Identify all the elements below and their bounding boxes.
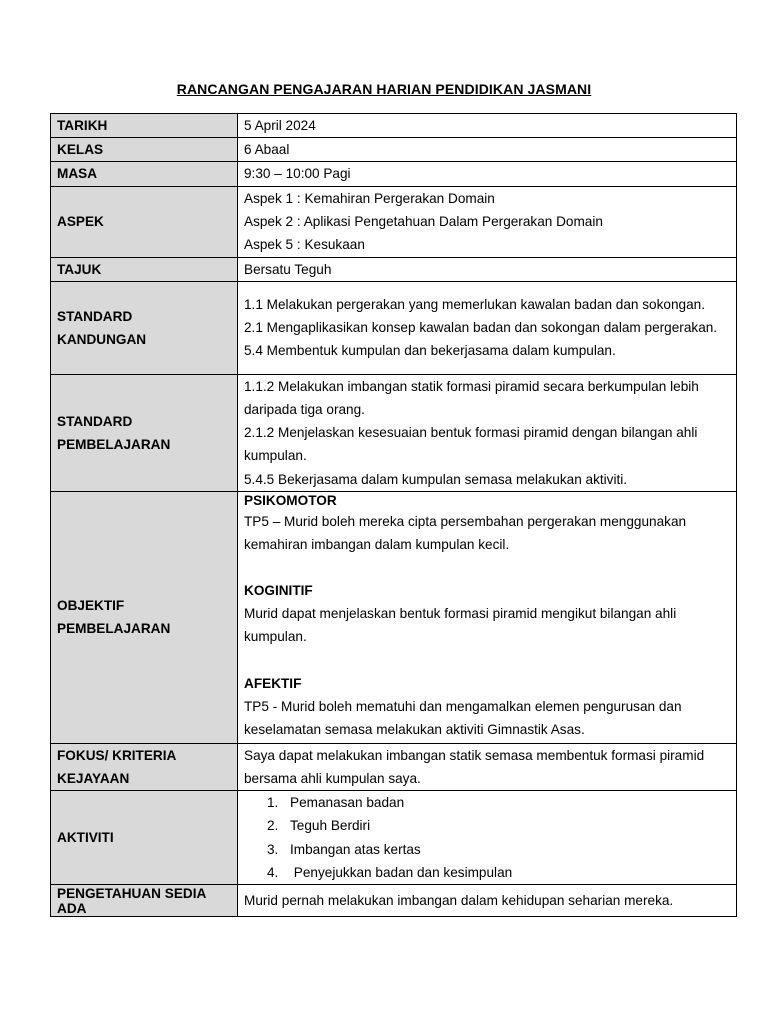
value-aspek [238,186,737,257]
row-standard-kandungan [51,281,737,374]
label-aktiviti: AKTIVITI [51,791,238,885]
aspek-line: Aspek 5 : Kesukaan [244,237,365,253]
document-title: RANCANGAN PENGAJARAN HARIAN PENDIDIKAN JASMANI [176,81,592,97]
value-tarikh: 5 April 2024 [238,114,737,138]
koginitif-heading: KOGINITIF [244,583,313,599]
row-tajuk [51,257,737,281]
label-standard-pembelajaran: STANDARD PEMBELAJARAN [51,374,238,491]
value-fokus: Saya dapat melakukan imbangan statik semasa membentuk formasi piramid bersama ahli kumpulan saya. [238,743,737,790]
aspek-line: Aspek 1 : Kemahiran Pergerakan Domain [244,190,495,206]
row-standard-pembelajaran [51,374,737,491]
row-aktiviti [51,791,737,885]
list-item: 3. Imbangan atas kertas [267,841,421,857]
standard-kandungan-item: 1.1 Melakukan pergerakan yang memerlukan kawalan badan dan sokongan. [244,297,705,312]
aspek-line: Aspek 2 : Aplikasi Pengetahuan Dalam Pergerakan Domain [244,214,603,229]
label-masa: MASA [51,162,238,186]
label-fokus: FOKUS/ KRITERIA KEJAYAAN [51,743,238,790]
value-standard-pembelajaran [238,374,737,491]
row-pengetahuan [51,885,737,917]
row-kelas [51,138,737,162]
standard-pembelajaran-item: 1.1.2 Melakukan imbangan statik formasi piramid secara berkumpulan lebih daripada tiga orang. [244,378,699,418]
row-tarikh [51,114,737,138]
afektif-heading: AFEKTIF [244,675,302,691]
label-tarikh: TARIKH [51,114,238,138]
label-pengetahuan: PENGETAHUAN SEDIA ADA [51,885,238,917]
list-item: 4. Penyejukkan badan dan kesimpulan [267,864,513,880]
row-objektif [51,491,737,743]
value-pengetahuan: Murid pernah melakukan imbangan dalam kehidupan seharian mereka. [238,885,737,917]
label-objektif: OBJEKTIF PEMBELAJARAN [51,491,238,743]
activity-list [244,791,732,884]
list-item: 2. Teguh Berdiri [267,818,371,834]
standard-pembelajaran-item: 2.1.2 Menjelaskan kesesuaian bentuk formasi piramid dengan bilangan ahli kumpulan. [244,425,698,464]
label-tajuk: TAJUK [51,257,238,281]
psikomotor-text: TP5 – Murid boleh mereka cipta persembahan pergerakan menggunakan kemahiran imbangan dalam kumpulan kecil. [244,513,687,553]
lesson-plan-table [50,113,737,917]
row-masa [51,162,737,186]
label-aspek: ASPEK [51,186,238,257]
value-standard-kandungan [238,281,737,374]
row-fokus [51,743,737,790]
value-objektif [238,491,737,743]
value-kelas: 6 Abaal [238,138,737,162]
label-standard-kandungan: STANDARD KANDUNGAN [51,281,238,374]
label-kelas: KELAS [51,138,238,162]
value-masa: 9:30 – 10:00 Pagi [238,162,737,186]
koginitif-text: Murid dapat menjelaskan bentuk formasi piramid mengikut bilangan ahli kumpulan. [244,606,677,645]
value-aktiviti [238,791,737,885]
value-tajuk: Bersatu Teguh [238,257,737,281]
row-aspek [51,186,737,257]
psikomotor-heading: PSIKOMOTOR [244,492,337,508]
standard-pembelajaran-item: 5.4.5 Bekerjasama dalam kumpulan semasa melakukan aktiviti. [244,471,628,487]
list-item: 1. Pemanasan badan [267,795,405,811]
standard-kandungan-item: 5.4 Membentuk kumpulan dan bekerjasama dalam kumpulan. [244,343,616,359]
standard-kandungan-item: 2.1 Mengaplikasikan konsep kawalan badan dan sokongan dalam pergerakan. [244,320,718,336]
afektif-text: TP5 - Murid boleh mematuhi dan mengamalkan elemen pengurusan dan keselamatan semasa melakukan aktiviti Gimnastik Asas. [244,698,682,737]
